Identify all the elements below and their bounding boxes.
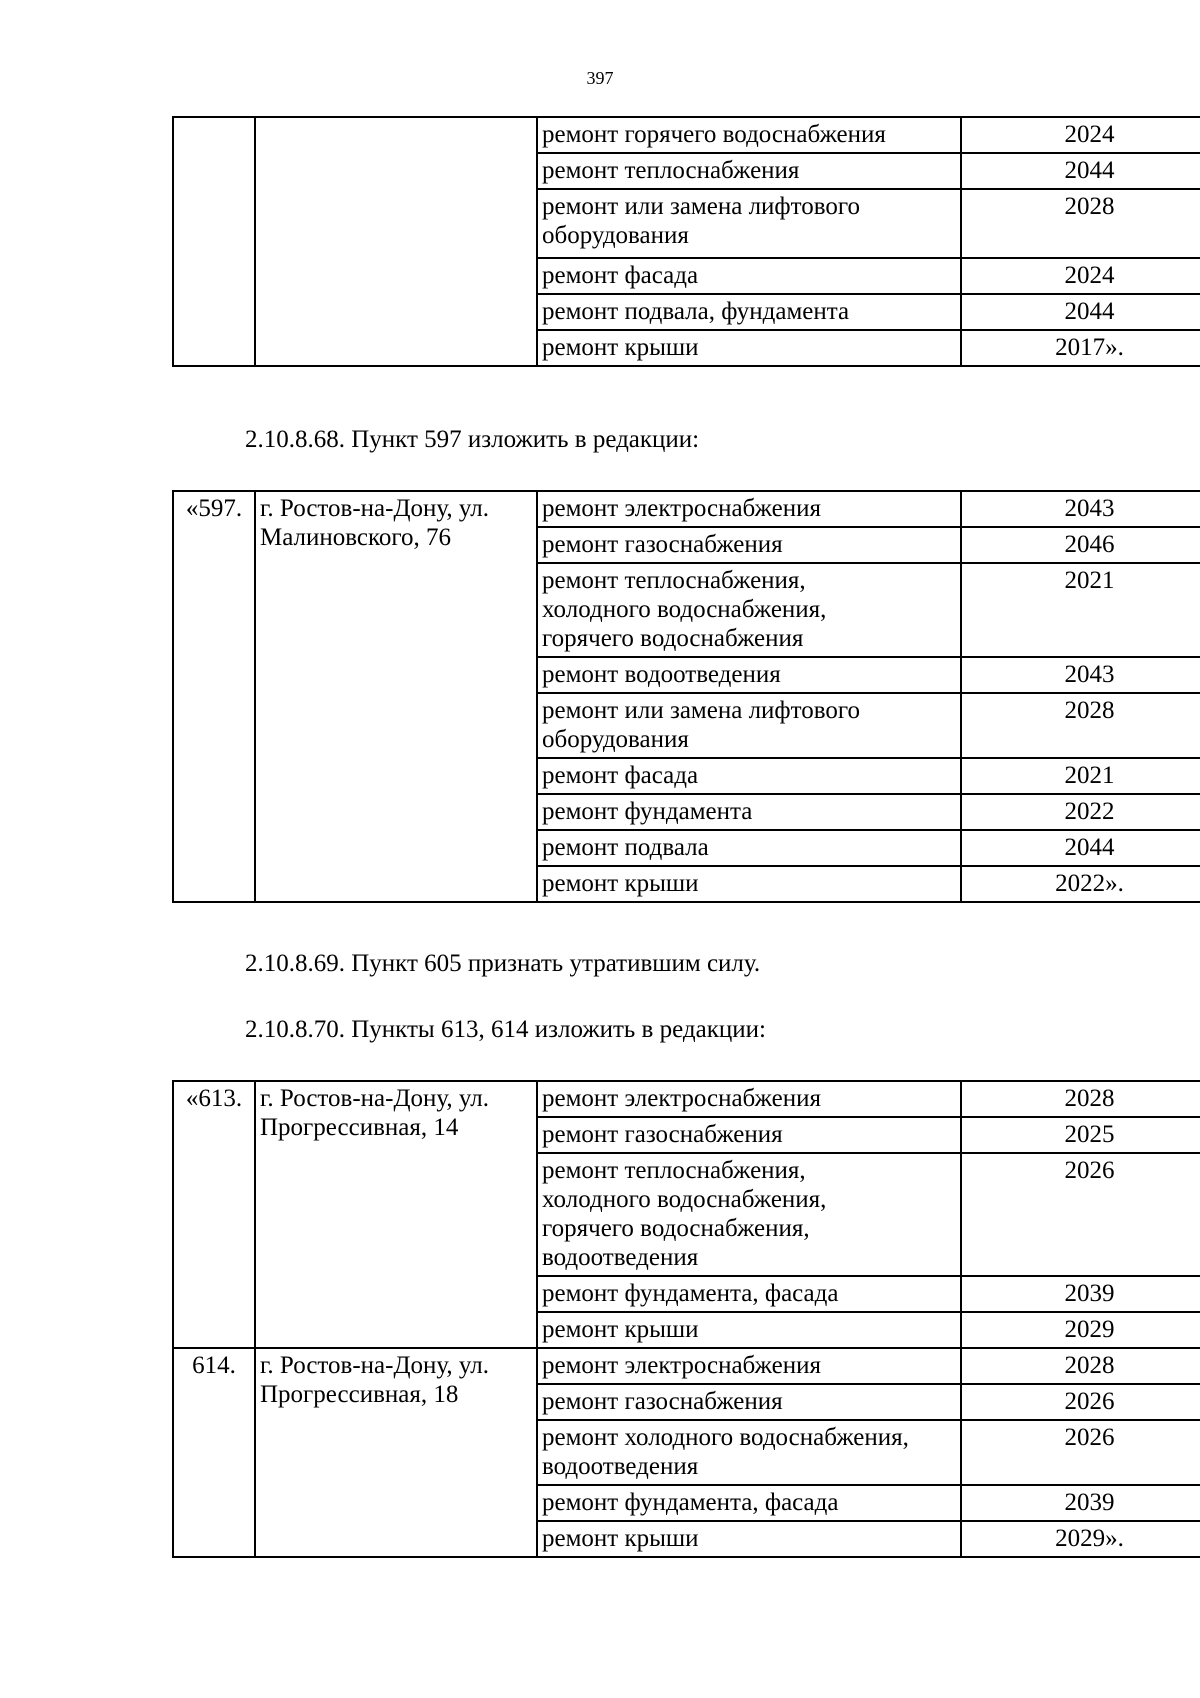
work-cell: ремонт газоснабжения (537, 1384, 961, 1420)
table-row (173, 491, 1200, 527)
year-cell: 2024 (961, 117, 1200, 153)
year-cell: 2026 (961, 1420, 1200, 1485)
year-cell: 2017». (961, 330, 1200, 366)
work-cell: ремонт газоснабжения (537, 1117, 961, 1153)
work-cell: ремонт или замена лифтового оборудования (537, 693, 961, 758)
table-row (173, 1081, 1200, 1117)
year-cell: 2021 (961, 563, 1200, 657)
item-number-cell: 614. (173, 1348, 255, 1557)
work-cell: ремонт подвала (537, 830, 961, 866)
work-cell: ремонт фундамента, фасада (537, 1276, 961, 1312)
year-cell: 2039 (961, 1276, 1200, 1312)
work-cell: ремонт крыши (537, 1521, 961, 1557)
work-cell: ремонт теплоснабжения, холодного водоснабжения, горячего водоснабжения, водоотведения (537, 1153, 961, 1276)
year-cell: 2021 (961, 758, 1200, 794)
year-cell: 2022 (961, 794, 1200, 830)
work-cell: ремонт водоотведения (537, 657, 961, 693)
year-cell: 2028 (961, 189, 1200, 258)
table-row (173, 1348, 1200, 1384)
year-cell: 2029». (961, 1521, 1200, 1557)
item-number-cell (173, 117, 255, 366)
year-cell: 2024 (961, 258, 1200, 294)
year-cell: 2028 (961, 693, 1200, 758)
work-cell: ремонт газоснабжения (537, 527, 961, 563)
work-cell: ремонт холодного водоснабжения, водоотведения (537, 1420, 961, 1485)
address-cell: г. Ростов-на-Дону, ул. Прогрессивная, 18 (255, 1348, 537, 1557)
year-cell: 2025 (961, 1117, 1200, 1153)
year-cell: 2026 (961, 1153, 1200, 1276)
item-number-cell: «597. (173, 491, 255, 902)
table-items-613-614 (172, 1080, 1200, 1558)
year-cell: 2043 (961, 657, 1200, 693)
work-cell: ремонт крыши (537, 866, 961, 902)
paragraph-2-10-8-69: 2.10.8.69. Пункт 605 признать утратившим силу. (245, 950, 761, 977)
paragraph-2-10-8-70: 2.10.8.70. Пункты 613, 614 изложить в редакции: (245, 1016, 766, 1043)
work-cell: ремонт крыши (537, 1312, 961, 1348)
work-cell: ремонт фундамента, фасада (537, 1485, 961, 1521)
year-cell: 2044 (961, 294, 1200, 330)
year-cell: 2026 (961, 1384, 1200, 1420)
work-cell: ремонт электроснабжения (537, 491, 961, 527)
work-cell: ремонт электроснабжения (537, 1348, 961, 1384)
work-cell: ремонт или замена лифтового оборудования (537, 189, 961, 258)
year-cell: 2044 (961, 830, 1200, 866)
item-number-cell: «613. (173, 1081, 255, 1348)
year-cell: 2043 (961, 491, 1200, 527)
address-cell: г. Ростов-на-Дону, ул. Прогрессивная, 14 (255, 1081, 537, 1348)
work-cell: ремонт фундамента (537, 794, 961, 830)
work-cell: ремонт горячего водоснабжения (537, 117, 961, 153)
year-cell: 2039 (961, 1485, 1200, 1521)
work-cell: ремонт теплоснабжения (537, 153, 961, 189)
work-cell: ремонт фасада (537, 258, 961, 294)
address-cell: г. Ростов-на-Дону, ул. Малиновского, 76 (255, 491, 537, 902)
year-cell: 2022». (961, 866, 1200, 902)
address-cell (255, 117, 537, 366)
work-cell: ремонт крыши (537, 330, 961, 366)
table-item-597 (172, 490, 1200, 903)
year-cell: 2044 (961, 153, 1200, 189)
work-cell: ремонт подвала, фундамента (537, 294, 961, 330)
work-cell: ремонт фасада (537, 758, 961, 794)
work-cell: ремонт электроснабжения (537, 1081, 961, 1117)
year-cell: 2028 (961, 1348, 1200, 1384)
year-cell: 2046 (961, 527, 1200, 563)
table-row (173, 117, 1200, 153)
year-cell: 2029 (961, 1312, 1200, 1348)
work-cell: ремонт теплоснабжения, холодного водоснабжения, горячего водоснабжения (537, 563, 961, 657)
continuation-table (172, 116, 1200, 367)
paragraph-2-10-8-68: 2.10.8.68. Пункт 597 изложить в редакции: (245, 426, 700, 453)
page-number: 397 (586, 68, 614, 88)
year-cell: 2028 (961, 1081, 1200, 1117)
